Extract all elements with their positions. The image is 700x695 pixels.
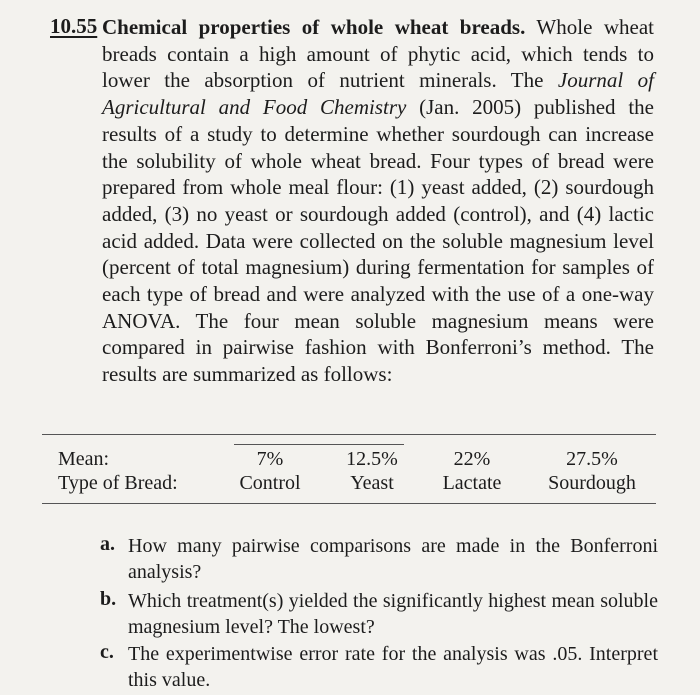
question-c-letter: c. [100, 641, 114, 663]
journal-title: Journal of Agricultural and Food Chemistry [102, 68, 654, 120]
question-a-letter: a. [100, 533, 115, 555]
table-top-rule [42, 434, 656, 435]
type-cell-sourdough: Sourdough [548, 472, 636, 494]
question-c-text: The experimentwise error rate for the analysis was .05. Interpret this value. [128, 643, 658, 691]
table-group-rule [234, 444, 404, 445]
mean-cell-sourdough: 27.5% [566, 448, 618, 470]
type-cell-yeast: Yeast [350, 472, 394, 494]
question-a-text: How many pairwise comparisons are made in the Bonferroni analysis? [128, 535, 658, 583]
type-row-label: Type of Bread: [58, 472, 178, 494]
mean-row-label: Mean: [58, 448, 110, 470]
mean-cell-control: 7% [256, 448, 284, 470]
problem-body-part-2: (Jan. 2005) published the results of a study to determine whether sourdough can increase the solubility of whole wheat bread. Four types of bread were prepared from whole meal flour: (1) yeast added, (2) sourdough added, (3) no yeast or sourdough added (control), and (4) lactic acid added. Data were collected on the soluble magnesium level (percent of total magnesium) during fermentation for samples of each type of bread and were analyzed with the use of a one-way ANOVA. The four mean soluble magnesium means were compared in pairwise fashion with Bonferroni’s method. The results are summarized as follows: [102, 95, 654, 387]
question-b-letter: b. [100, 588, 117, 610]
mean-cell-yeast: 12.5% [346, 448, 398, 470]
problem-title: Chemical properties of whole wheat breads. [102, 15, 526, 39]
mean-cell-lactate: 22% [453, 448, 491, 470]
type-cell-control: Control [239, 472, 301, 494]
table-bottom-rule [42, 503, 656, 504]
type-cell-lactate: Lactate [442, 472, 502, 494]
problem-body-part-1: Whole wheat breads contain a high amount of phytic acid, which tends to lower the absorption of nutrient minerals. The [102, 15, 654, 93]
problem-text [102, 14, 654, 388]
question-b-text: Which treatment(s) yielded the significantly highest mean soluble magnesium level? The lowest? [128, 590, 658, 638]
problem-number: 10.55 [50, 14, 98, 38]
